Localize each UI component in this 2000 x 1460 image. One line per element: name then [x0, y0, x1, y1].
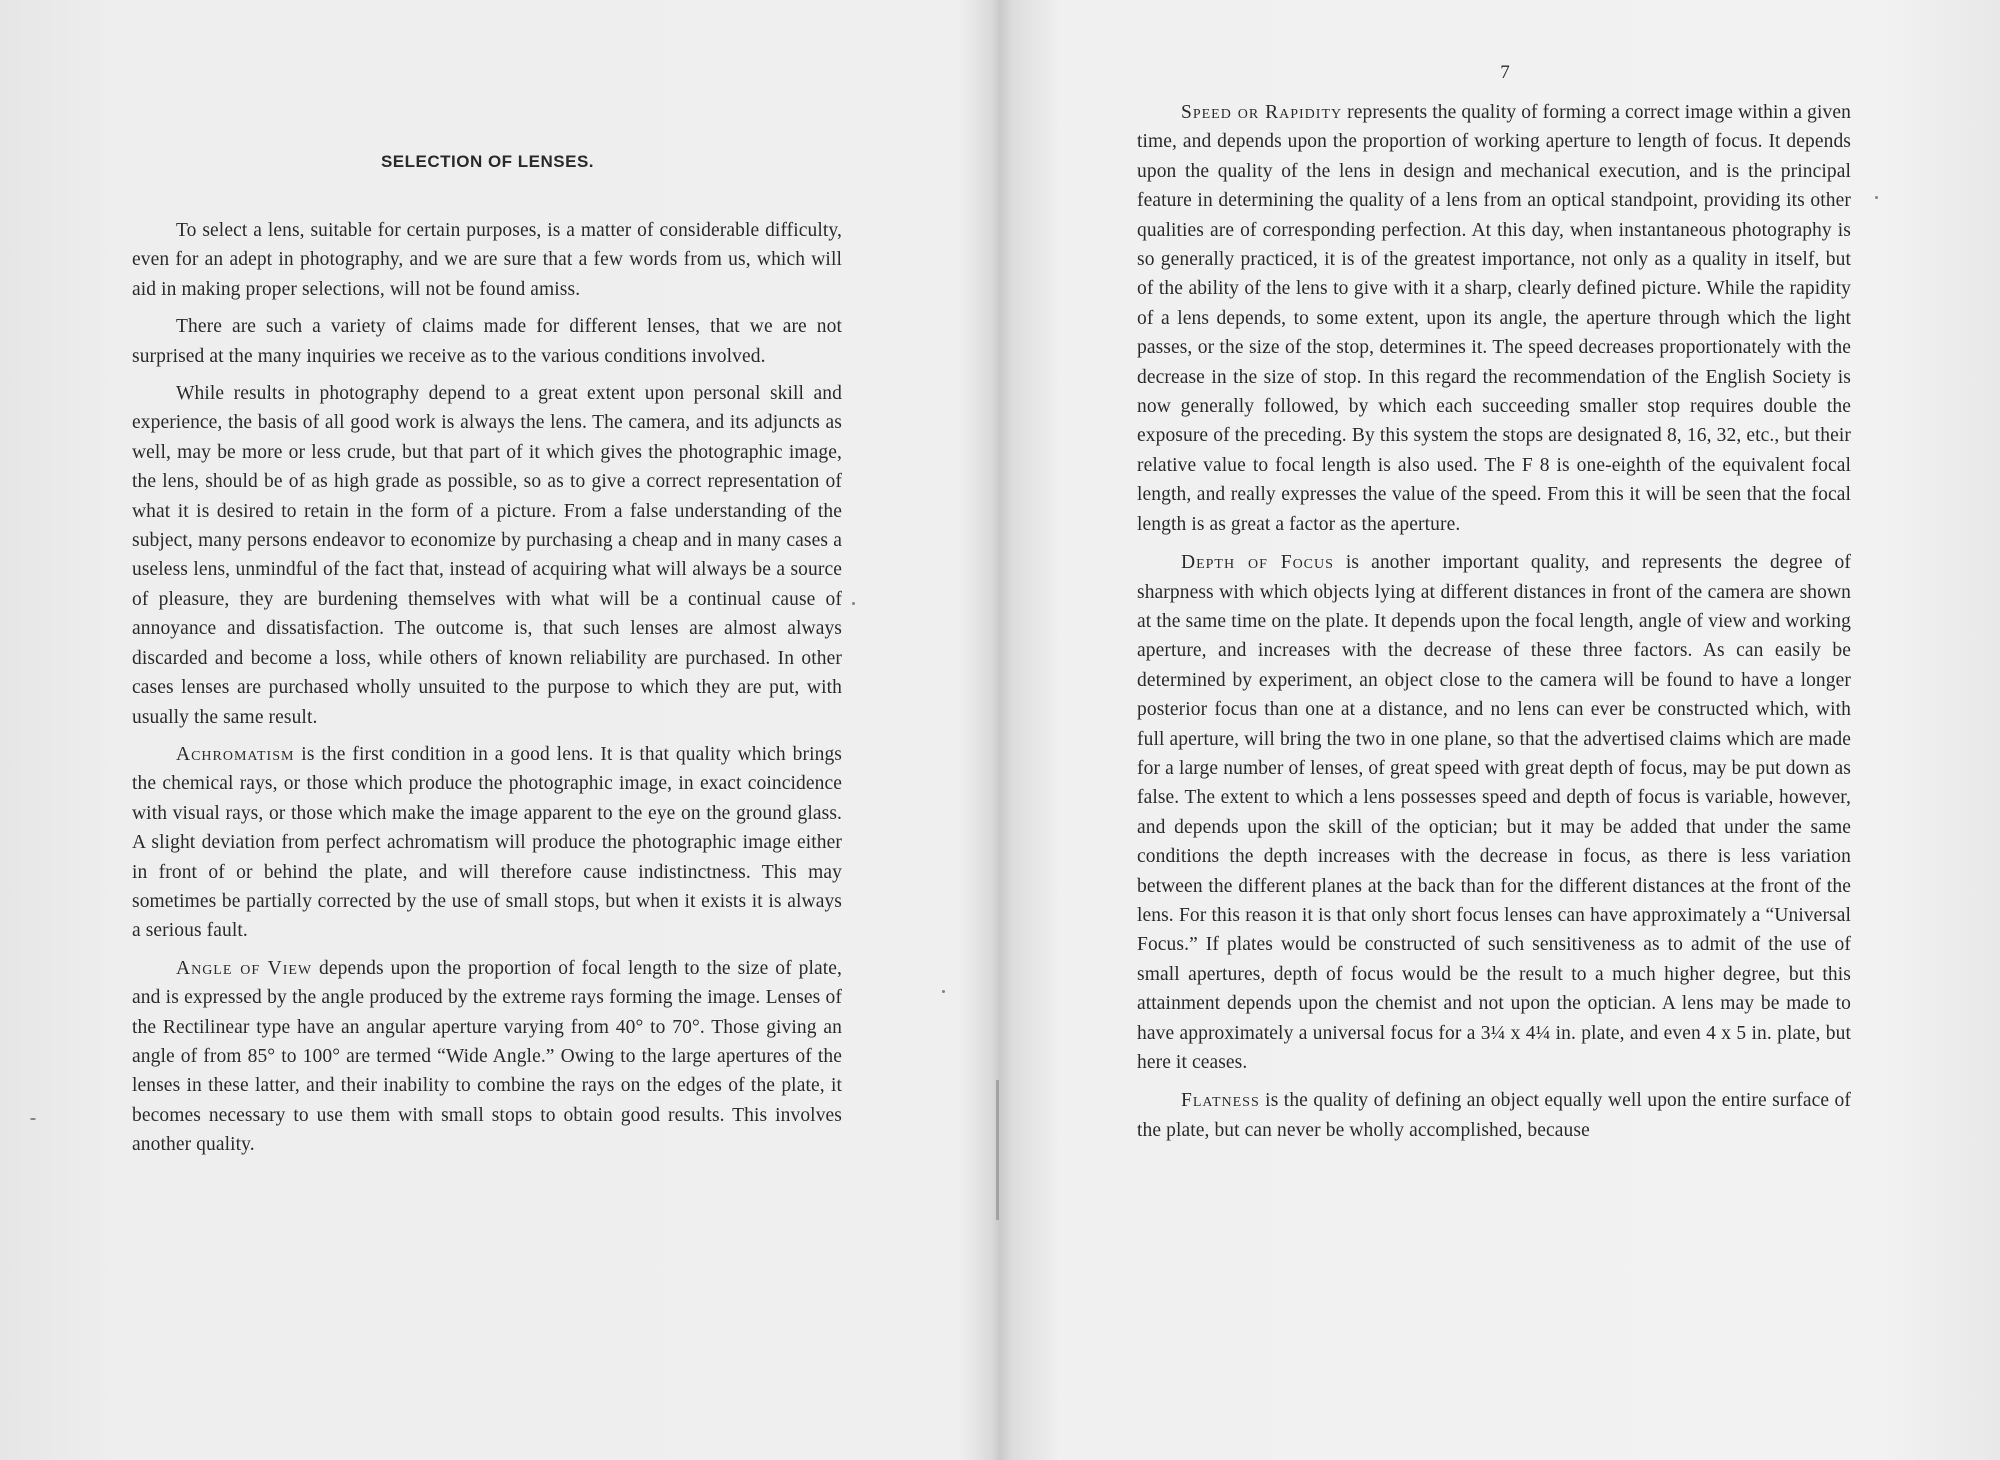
- paragraph-text: depends upon the proportion of focal length to the size of plate, and is expressed by the angle produced by the extreme rays forming the image. Lenses of the Rectilinear type have an angular aperture varying from 40° to 70°. Those giving an angle of from 85° to 100° are termed “Wide Angle.” Owing to the large apertures of the lenses in these latter, and their inability to combine the rays on the edges of the plate, it becomes necessary to use them with small stops to obtain good results. This involves another quality.: [132, 957, 842, 1156]
- paragraph-text: While results in photography depend to a great extent upon personal skill and experience, the basis of all good work is always the lens. The camera, and its adjuncts as well, may be more or less crude, but that part of it which gives the photographic image, the lens, should be of as high grade as possible, so as to give a correct representation of what it is desired to retain in the form of a picture. From a false understanding of the subject, many persons endeavor to economize by purchasing a cheap and in many cases a useless lens, unmindful of the fact that, instead of acquiring what will always be a source of pleasure, they are burdening themselves with what will be a continual cause of annoyance and dissatisfaction. The outcome is, that such lenses are almost always discarded and become a loss, while others of known reliability are purchased. In other cases lenses are purchased wholly unsuited to the purpose to which they are put, with usually the same result.: [132, 383, 842, 728]
- paragraph-text: There are such a variety of claims made for different lenses, that we are not surprised at the many inquiries we receive as to the various conditions involved.: [132, 316, 842, 367]
- paragraph-lead: Speed or Rapidity: [1181, 102, 1343, 123]
- paper-speck: [942, 990, 945, 993]
- paragraph-achromatism: [132, 740, 842, 946]
- paragraph-speed: [1137, 98, 1851, 539]
- paragraph-text: is the quality of defining an object equally well upon the entire surface of the plate, but can never be wholly accomplished, because: [1137, 1090, 1851, 1141]
- paper-speck: [30, 1118, 36, 1120]
- page-number: 7: [1500, 62, 1510, 83]
- paragraph-intro: [132, 216, 842, 304]
- paragraph-depth-of-focus: [1137, 548, 1851, 1077]
- paragraph-claims: [132, 312, 842, 371]
- paragraph-text: represents the quality of forming a correct image within a given time, and depends upon the proportion of working aperture to length of focus. It depends upon the quality of the lens in design and mechanical execution, and is the principal feature in determining the quality of a lens from an optical standpoint, providing its other qualities are of corresponding perfection. At this day, when instantaneous photography is so generally practiced, it is of the greatest importance, not only as a quality in itself, but of the ability of the lens to give with it a sharp, clearly defined picture. While the rapidity of a lens depends, to some extent, upon its angle, the aperture through which the light passes, or the size of the stop, determines it. The speed decreases proportionately with the decrease in the size of stop. In this regard the recommendation of the English Society is now generally followed, by which each succeeding smaller stop requires double the exposure of the preceding. By this system the stops are designated 8, 16, 32, etc., but their relative value to focal length is also used. The F 8 is one-eighth of the equivalent focal length, and really expresses the value of the speed. From this it will be seen that the focal length is as great a factor as the aperture.: [1137, 102, 1852, 535]
- page-heading: SELECTION OF LENSES.: [380, 152, 595, 171]
- paragraph-lead: Depth of Focus: [1181, 552, 1334, 574]
- paragraph-text: is the first condition in a good lens. It is that quality which brings the chemical rays, or those which produce the photographic image, in exact coincidence with visual rays, or those which make the image apparent to the eye on the ground glass. A slight deviation from perfect achromatism will produce the photographic image either in front of or behind the plate, and will therefore cause indistinctness. This may sometimes be partially corrected by the use of small stops, but when it exists it is always a serious fault.: [132, 743, 842, 942]
- paper-speck: [852, 602, 855, 605]
- right-text-column: [1137, 98, 1851, 1154]
- paragraph-text: To select a lens, suitable for certain purposes, is a matter of considerable difficulty, even for an adept in photography, and we are sure that a few words from us, which will aid in making proper selections, will not be found amiss.: [132, 220, 842, 300]
- paragraph-text: is another important quality, and represents the degree of sharpness with which objects lying at different distances in front of the camera are shown at the same time on the plate. It depends upon the focal length, angle of view and working aperture, and increases with the decrease of these three factors. As can easily be determined by experiment, an object close to the camera will be found to have a longer posterior focus than one at a distance, and no lens can ever be constructed which, with full aperture, will bring the two in one plane, so that the advertised claims which are made for a large number of lenses, of great speed with great depth of focus, may be put down as false. The extent to which a lens possesses speed and depth of focus is variable, however, and depends upon the skill of the optician; but it may be added that under the same conditions the depth increases with the decrease in focus, as there is less variation between the different planes at the back than for the different distances at the front of the lens. For this reason it is that only short focus lenses can have approximately a “Universal Focus.” If plates would be constructed of such sensitiveness as to admit of the use of small apertures, depth of focus would be the result to a much higher degree, but this attainment depends upon the chemist and not upon the optician. A lens may be made to have approximately a universal focus for a 3¼ x 4¼ in. plate, and even 4 x 5 in. plate, but here it ceases.: [1137, 552, 1851, 1073]
- paragraph-results: [132, 379, 842, 732]
- paragraph-flatness: [1137, 1086, 1851, 1145]
- left-page: [0, 0, 990, 1460]
- left-text-column: [132, 216, 842, 1168]
- paragraph-lead: Flatness: [1181, 1090, 1260, 1112]
- paragraph-lead: Achromatism: [176, 743, 295, 765]
- paragraph-lead: Angle of View: [176, 957, 313, 979]
- right-page: [1000, 0, 2000, 1460]
- paper-speck: [1875, 196, 1878, 199]
- gutter-crease: [996, 1080, 999, 1220]
- paragraph-angle-of-view: [132, 954, 842, 1160]
